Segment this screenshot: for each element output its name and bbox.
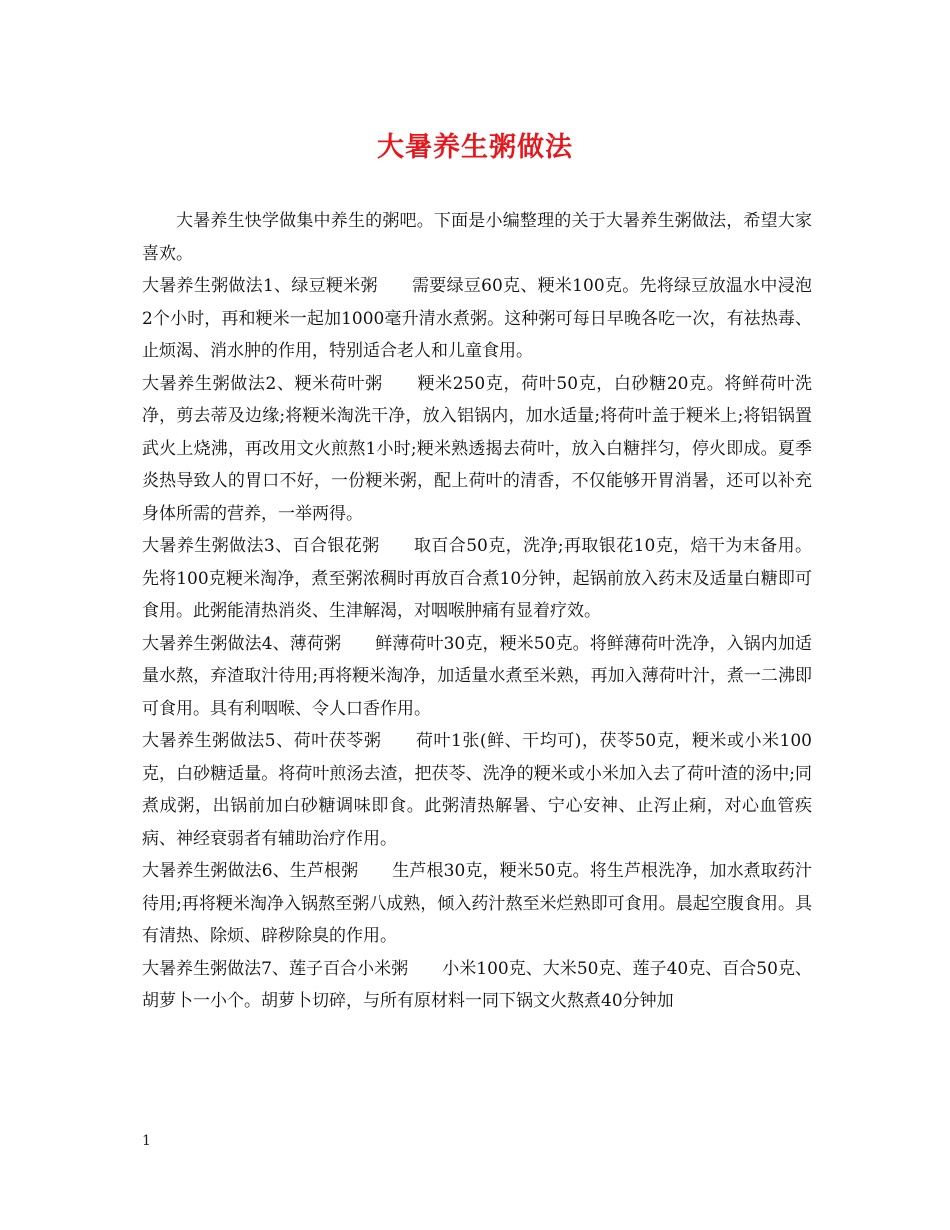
recipe-paragraph-4: [142, 628, 812, 726]
recipe-body: 生芦根30克，粳米50克。将生芦根洗净，加水煮取药汁待用;再将粳米淘净入锅熬至粥八成熟，倾入药汁熬至米烂熟即可食用。晨起空腹食用。具有清热、除烦、辟秽除臭的作用。: [142, 861, 812, 946]
recipe-body: 鲜薄荷叶30克，粳米50克。将鲜薄荷叶洗净，入锅内加适量水熬，弃渣取汁待用;再将粳米淘净，加适量水煮至米熟，再加入薄荷叶汁，煮一二沸即可食用。具有利咽喉、令人口香作用。: [142, 633, 812, 719]
recipe-paragraph-5: [142, 725, 812, 855]
recipe-paragraph-6: [142, 855, 812, 953]
document-title: 大暑养生粥做法: [377, 132, 573, 163]
document-body: [142, 205, 812, 1018]
recipe-paragraph-7: [142, 953, 812, 1018]
recipe-paragraph-2: [142, 368, 812, 531]
recipe-body: 粳米250克，荷叶50克，白砂糖20克。将鲜荷叶洗净，剪去蒂及边缘;将粳米淘洗干净，放入铝锅内，加水适量;将荷叶盖于粳米上;将铝锅置武火上烧沸，再改用文火煎熬1小时;粳米熟透揭去荷叶，放入白糖拌匀，停火即成。夏季炎热导致人的胃口不好，一份粳米粥，配上荷叶的清香，不仅能够开胃消暑，还可以补充身体所需的营养，一举两得。: [142, 373, 812, 524]
recipe-body: 荷叶1张(鲜、干均可)，茯苓50克，粳米或小米100克，白砂糖适量。将荷叶煎汤去渣，把茯苓、洗净的粳米或小米加入去了荷叶渣的汤中;同煮成粥，出锅前加白砂糖调味即食。此粥清热解暑、宁心安神、止泻止痢，对心血管疾病、神经衰弱者有辅助治疗作用。: [142, 731, 812, 849]
recipe-heading: 大暑养生粥做法2、粳米荷叶粥: [142, 373, 383, 394]
page-number: 1: [142, 1133, 151, 1149]
recipe-heading: 大暑养生粥做法1、绿豆粳米粥: [142, 276, 378, 296]
recipe-heading: 大暑养生粥做法5、荷叶茯苓粥: [142, 731, 382, 751]
recipe-heading: 大暑养生粥做法7、莲子百合小米粥: [142, 958, 409, 979]
recipe-paragraph-1: [142, 270, 812, 368]
recipe-heading: 大暑养生粥做法6、生芦根粥: [142, 861, 359, 881]
intro-paragraph: 大暑养生快学做集中养生的粥吧。下面是小编整理的关于大暑养生粥做法，希望大家喜欢。: [142, 211, 812, 264]
recipe-body: 取百合50克，洗净;再取银花10克，焙干为末备用。先将100克粳米淘净，煮至粥浓稠时再放百合煮10分钟，起锅前放入药末及适量白糖即可食用。此粥能清热消炎、生津解渴，对咽喉肿痛有显着疗效。: [142, 536, 812, 621]
recipe-body: 需要绿豆60克、粳米100克。先将绿豆放温水中浸泡2个小时，再和粳米一起加1000毫升清水煮粥。这种粥可每日早晚各吃一次，有祛热毒、止烦渴、消水肿的作用，特别适合老人和儿童食用。: [142, 276, 812, 361]
recipe-heading: 大暑养生粥做法4、薄荷粥: [142, 633, 342, 654]
recipe-body: 小米100克、大米50克、莲子40克、百合50克、胡萝卜一小个。胡萝卜切碎，与所有原材料一同下锅文火熬煮40分钟加: [142, 958, 812, 1011]
recipe-paragraph-3: [142, 530, 812, 628]
recipe-heading: 大暑养生粥做法3、百合银花粥: [142, 536, 380, 556]
